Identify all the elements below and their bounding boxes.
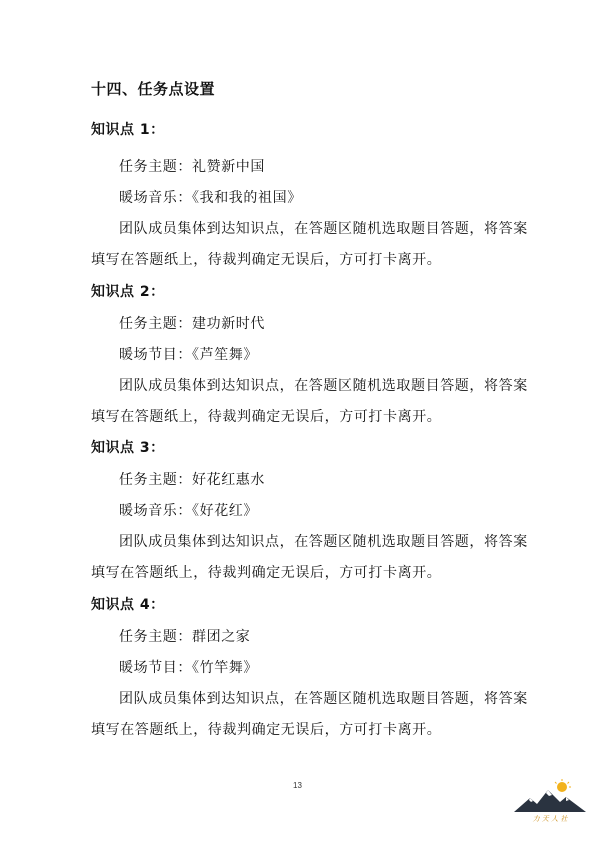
knowledge-point-2-heading: 知识点 2： xyxy=(91,284,165,300)
knowledge-point-3-warmup: 暖场音乐：《好花红》 xyxy=(119,503,258,519)
knowledge-point-4-warmup: 暖场节目：《竹竿舞》 xyxy=(119,660,258,676)
knowledge-point-1-description-line-1: 团队成员集体到达知识点，在答题区随机选取题目答题，将答案 xyxy=(119,221,528,237)
mountain-logo-icon xyxy=(510,778,590,826)
section-title: 十四、任务点设置 xyxy=(91,80,216,98)
knowledge-point-4-description-line-1: 团队成员集体到达知识点，在答题区随机选取题目答题，将答案 xyxy=(119,691,528,707)
knowledge-point-4-theme: 任务主题：群团之家 xyxy=(119,629,251,645)
knowledge-point-4-heading: 知识点 4： xyxy=(91,597,165,613)
logo-text: 力 天 人 社 xyxy=(532,815,568,823)
knowledge-point-1-theme: 任务主题：礼赞新中国 xyxy=(119,159,265,175)
knowledge-point-2-description-line-2: 填写在答题纸上，待裁判确定无误后，方可打卡离开。 xyxy=(91,409,442,425)
knowledge-point-1-heading: 知识点 1： xyxy=(91,122,165,138)
knowledge-point-2-description-line-1: 团队成员集体到达知识点，在答题区随机选取题目答题，将答案 xyxy=(119,378,528,394)
knowledge-point-1-warmup: 暖场音乐：《我和我的祖国》 xyxy=(119,190,302,206)
knowledge-point-3-heading: 知识点 3： xyxy=(91,440,165,456)
knowledge-point-1-description-line-2: 填写在答题纸上，待裁判确定无误后，方可打卡离开。 xyxy=(91,252,442,268)
knowledge-point-3-theme: 任务主题：好花红惠水 xyxy=(119,472,265,488)
knowledge-point-4-description-line-2: 填写在答题纸上，待裁判确定无误后，方可打卡离开。 xyxy=(91,722,442,738)
knowledge-point-3-description-line-1: 团队成员集体到达知识点，在答题区随机选取题目答题，将答案 xyxy=(119,534,528,550)
page-number: 13 xyxy=(293,781,302,790)
knowledge-point-3-description-line-2: 填写在答题纸上，待裁判确定无误后，方可打卡离开。 xyxy=(91,565,442,581)
knowledge-point-2-warmup: 暖场节目：《芦笙舞》 xyxy=(119,347,258,363)
knowledge-point-2-theme: 任务主题：建功新时代 xyxy=(119,316,265,332)
